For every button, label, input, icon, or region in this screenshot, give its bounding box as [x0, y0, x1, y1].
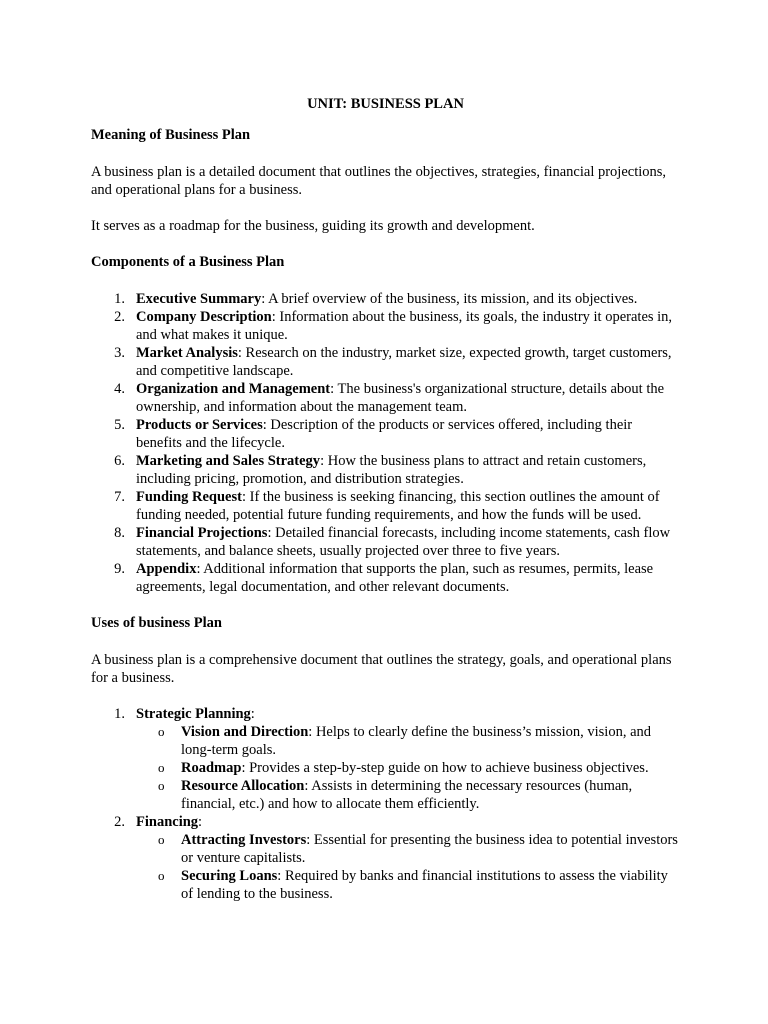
- item-term: Funding Request: [136, 489, 242, 505]
- sub-list-item: [136, 777, 680, 813]
- meaning-paragraph-2: It serves as a roadmap for the business, guiding its growth and development.: [91, 218, 535, 234]
- item-text: :: [198, 814, 203, 830]
- sub-item-term: Vision and Direction: [181, 724, 309, 740]
- item-text: : Additional information that supports the plan, such as resumes, permits, lease agreements, legal documentation, and other relevant documents.: [136, 561, 654, 595]
- uses-paragraph: A business plan is a comprehensive document that outlines the strategy, goals, and operational plans for a business.: [91, 652, 672, 686]
- item-text: : How the business plans to attract and retain customers, including pricing, promotion, and distribution strategies.: [136, 453, 647, 487]
- list-item: [91, 560, 680, 596]
- list-number: 9.: [114, 561, 125, 577]
- sub-list-item: [136, 867, 680, 903]
- list-item: [91, 290, 680, 308]
- item-term: Company Description: [136, 309, 272, 325]
- item-term: Products or Services: [136, 417, 263, 433]
- list-item: [91, 344, 680, 380]
- item-term: Marketing and Sales Strategy: [136, 453, 321, 469]
- item-term: Appendix: [136, 561, 197, 577]
- list-number: 2.: [114, 309, 125, 325]
- uses-list: [91, 705, 680, 903]
- sub-item-text: : Required by banks and financial institutions to assess the viability of lending to the business.: [181, 868, 668, 902]
- item-text: : A brief overview of the business, its mission, and its objectives.: [261, 291, 638, 307]
- components-list: [91, 290, 680, 596]
- list-number: 4.: [114, 381, 125, 397]
- item-text: : Research on the industry, market size, expected growth, target customers, and competitive landscape.: [136, 345, 672, 379]
- list-item: [91, 488, 680, 524]
- list-number: 3.: [114, 345, 125, 361]
- sub-item-text: : Assists in determining the necessary resources (human, financial, etc.) and how to allocate them efficiently.: [181, 778, 633, 812]
- list-item: [91, 416, 680, 452]
- item-text: : If the business is seeking financing, this section outlines the amount of funding needed, potential future funding requirements, and how the funds will be used.: [136, 489, 660, 523]
- sub-item-term: Roadmap: [181, 760, 242, 776]
- item-term: Executive Summary: [136, 291, 262, 307]
- sub-list-item: [136, 831, 680, 867]
- bullet-icon: o: [158, 868, 165, 883]
- bullet-icon: o: [158, 724, 165, 739]
- document-title: UNIT: BUSINESS PLAN: [307, 96, 464, 112]
- list-number: 8.: [114, 525, 125, 541]
- sub-list-item: [136, 723, 680, 759]
- list-number: 6.: [114, 453, 125, 469]
- list-item: [91, 524, 680, 560]
- item-text: :: [250, 706, 255, 722]
- item-text: : The business's organizational structure, details about the ownership, and information about the management team.: [136, 381, 665, 415]
- item-term: Organization and Management: [136, 381, 331, 397]
- sub-item-text: : Helps to clearly define the business’s mission, vision, and long-term goals.: [181, 724, 652, 758]
- sub-item-text: : Provides a step-by-step guide on how to achieve business objectives.: [241, 760, 649, 776]
- list-item: [91, 813, 680, 903]
- item-term: Market Analysis: [136, 345, 238, 361]
- bullet-icon: o: [158, 832, 165, 847]
- item-term: Financial Projections: [136, 525, 268, 541]
- sub-list-item: [136, 759, 680, 777]
- sub-list: [136, 723, 680, 813]
- list-item: [91, 705, 680, 813]
- sub-item-term: Attracting Investors: [181, 832, 307, 848]
- list-item: [91, 452, 680, 488]
- meaning-paragraph-1: A business plan is a detailed document that outlines the objectives, strategies, financial projections, and operational plans for a business.: [91, 164, 667, 198]
- list-number: 5.: [114, 417, 125, 433]
- sub-item-term: Resource Allocation: [181, 778, 305, 794]
- item-term: Strategic Planning: [136, 706, 251, 722]
- list-number: 7.: [114, 489, 125, 505]
- sub-item-term: Securing Loans: [181, 868, 278, 884]
- components-heading: Components of a Business Plan: [91, 254, 285, 270]
- bullet-icon: o: [158, 778, 165, 793]
- sub-list: [136, 831, 680, 903]
- list-number: 2.: [114, 814, 125, 830]
- list-number: 1.: [114, 291, 125, 307]
- item-text: : Information about the business, its goals, the industry it operates in, and what makes it unique.: [136, 309, 673, 343]
- sub-item-text: : Essential for presenting the business idea to potential investors or venture capitalists.: [181, 832, 678, 866]
- meaning-heading: Meaning of Business Plan: [91, 127, 251, 143]
- item-text: : Description of the products or services offered, including their benefits and the lifecycle.: [136, 417, 633, 451]
- list-item: [91, 308, 680, 344]
- bullet-icon: o: [158, 760, 165, 775]
- item-text: : Detailed financial forecasts, including income statements, cash flow statements, and balance sheets, usually projected over three to five years.: [136, 525, 671, 559]
- item-term: Financing: [136, 814, 199, 830]
- list-number: 1.: [114, 706, 125, 722]
- list-item: [91, 380, 680, 416]
- uses-heading: Uses of business Plan: [91, 615, 222, 631]
